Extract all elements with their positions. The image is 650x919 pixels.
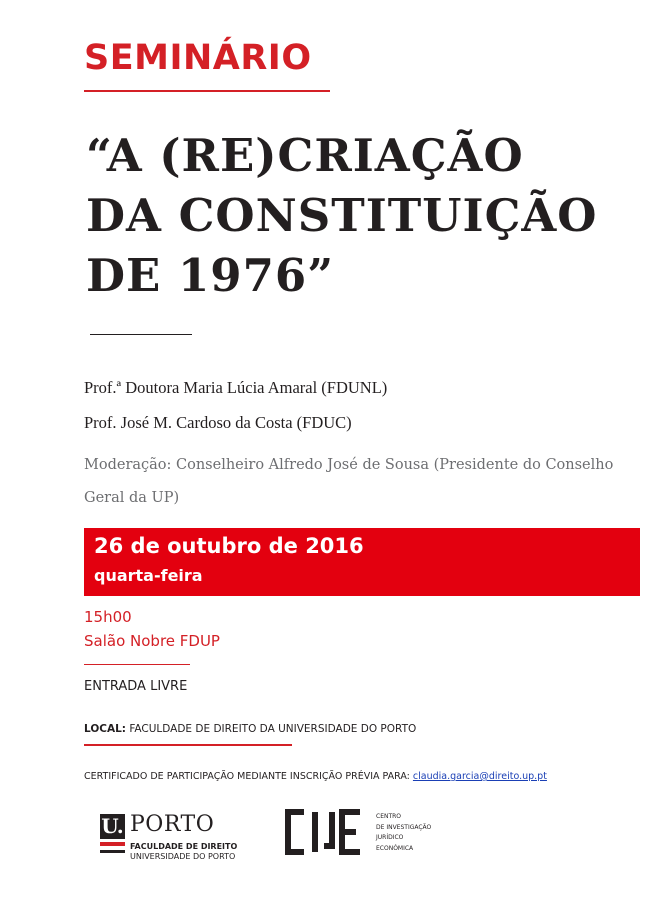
black-divider [90, 334, 192, 335]
location-label: LOCAL: [84, 723, 126, 735]
uporto-red-bar [100, 842, 125, 846]
certificate-email-link[interactable]: claudia.garcia@direito.up.pt [412, 771, 547, 782]
cije-line-3: JURÍDICO [376, 834, 404, 841]
certificate-line [84, 771, 547, 782]
cije-line-1: CENTRO [376, 813, 402, 820]
location-line [84, 723, 416, 735]
uporto-logo [100, 812, 250, 868]
event-weekday: quarta-feira [94, 566, 203, 585]
certificate-text: CERTIFICADO DE PARTICIPAÇÃO MEDIANTE INSCRIÇÃO PRÉVIA PARA: [84, 771, 410, 782]
seminar-label: SEMINÁRIO [84, 38, 312, 78]
uporto-faculty: FACULDADE DE DIREITO [130, 842, 238, 851]
location-value: FACULDADE DE DIREITO DA UNIVERSIDADE DO PORTO [129, 723, 417, 735]
cije-line-4: ECONÓMICA [376, 844, 414, 852]
uporto-university: UNIVERSIDADE DO PORTO [130, 852, 236, 861]
cije-logo-mark [282, 808, 366, 858]
title-line-2: DA CONSTITUIÇÃO [86, 189, 598, 242]
title-line-1: “A (RE)CRIAÇÃO [86, 129, 524, 182]
seminar-title [86, 126, 598, 306]
moderation: Moderação: Conselheiro Alfredo José de Sousa (Presidente do Conselho Geral da UP) [84, 457, 614, 506]
cije-line-2: DE INVESTIGAÇÃO [376, 823, 432, 831]
speaker-1: Prof.ª Doutora Maria Lúcia Amaral (FDUNL) [84, 378, 388, 397]
red-divider [84, 90, 330, 92]
red-divider-location [84, 744, 292, 746]
uporto-mark: U. [101, 814, 124, 838]
uporto-name: PORTO [130, 812, 215, 837]
event-venue: Salão Nobre FDUP [84, 632, 220, 650]
title-line-3: DE 1976” [86, 249, 335, 302]
cije-text [376, 812, 431, 854]
event-date: 26 de outubro de 2016 [94, 534, 364, 558]
uporto-dark-bar [100, 850, 125, 853]
red-divider-short [84, 664, 190, 665]
event-time: 15h00 [84, 608, 132, 626]
speaker-2: Prof. José M. Cardoso da Costa (FDUC) [84, 413, 352, 432]
entry-info: ENTRADA LIVRE [84, 679, 188, 694]
cije-logo [282, 808, 452, 868]
